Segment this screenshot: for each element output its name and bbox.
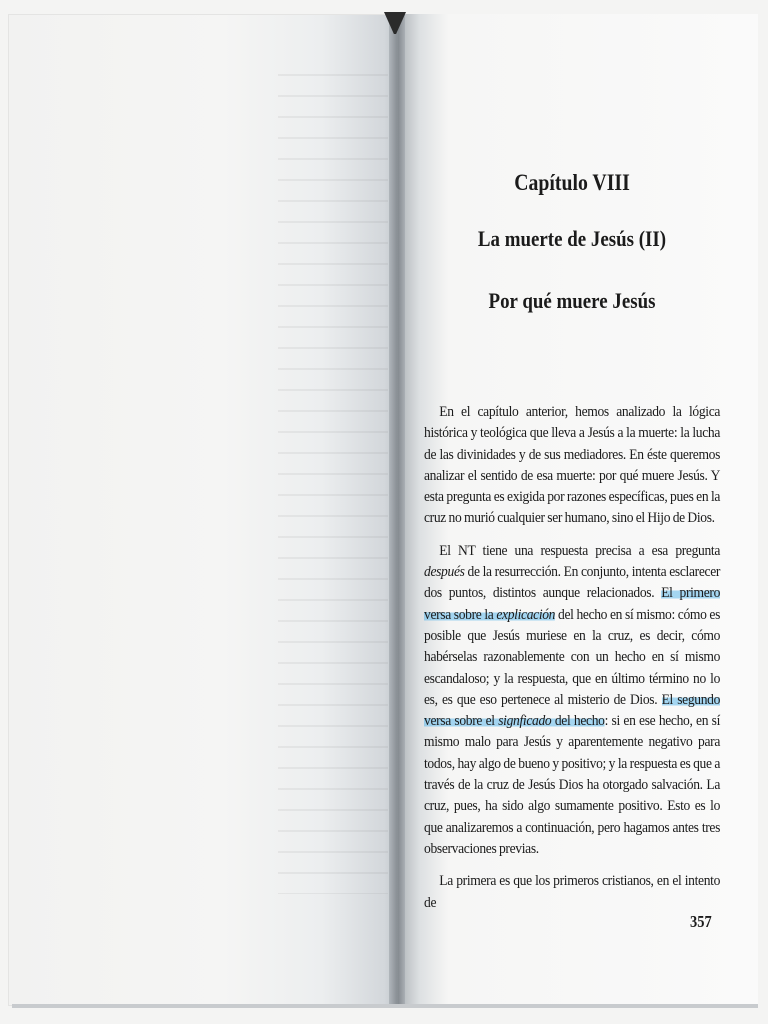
highlighted-text: El primero versa sobre la — [424, 585, 721, 623]
paragraph-2-text: del hecho en sí mismo: cómo es posible que Jesús muriese en la cruz, es decir, cómo habérselas razonablemente con un hecho en sí mismo escandaloso; y la respuesta, que en último término no lo es, es que eso pertenece al misterio de Dios. — [424, 606, 721, 708]
paragraph-2 — [424, 541, 720, 860]
left-page-ghost-text — [278, 74, 388, 894]
page-content — [424, 170, 720, 914]
page-bottom-edge — [12, 1004, 758, 1008]
emphasis-despues: después — [424, 564, 465, 581]
body-text — [424, 402, 720, 914]
highlighted-text: del hecho — [551, 713, 605, 730]
paragraph-2-text: El NT tiene una respuesta precisa a esa pregunta — [439, 542, 721, 559]
paragraph-1: En el capítulo anterior, hemos analizado la lógica histórica y teológica que lleva a Jesús a la muerte: la lucha de las divinidades y de sus mediadores. En éste queremos analizar el sentido de esa muerte: por qué muere Jesús. Y esta pregunta es exigida por razones específicas, pues en la cruz no murió cualquier ser humano, sino el Hijo de Dios. — [424, 404, 721, 527]
left-page-bleed-through — [8, 14, 400, 1006]
page-number: 357 — [690, 912, 712, 931]
highlighted-text: El segundo versa sobre el — [424, 691, 721, 730]
book-spine — [389, 12, 405, 1008]
chapter-title: La muerte de Jesús (II) — [477, 226, 667, 251]
paragraph-3: La primera es que los primeros cristianos, en el intento de — [424, 873, 721, 911]
chapter-subtitle: Por qué muere Jesús — [488, 288, 656, 313]
emphasis-explicacion: explicación — [496, 606, 556, 623]
paragraph-2-text: : si en ese hecho, en sí mismo malo para Jesús y aparentemente negativo para todos, hay algo de bueno y positivo; y la respuesta es que a través de la cruz de Jesús Dios ha otorgado salvación. La cruz, pues, ha sido algo sumamente positivo. Esto es lo que analizaremos a continuación, pero hagamos antes tres observaciones previas. — [424, 713, 721, 857]
chapter-number: Capítulo VIII — [514, 170, 630, 195]
paragraph-2-text: de la resurrección. En conjunto, intenta esclarecer dos puntos, distintos aunque relacionados. — [424, 564, 721, 602]
emphasis-significado: signficado — [498, 713, 552, 730]
